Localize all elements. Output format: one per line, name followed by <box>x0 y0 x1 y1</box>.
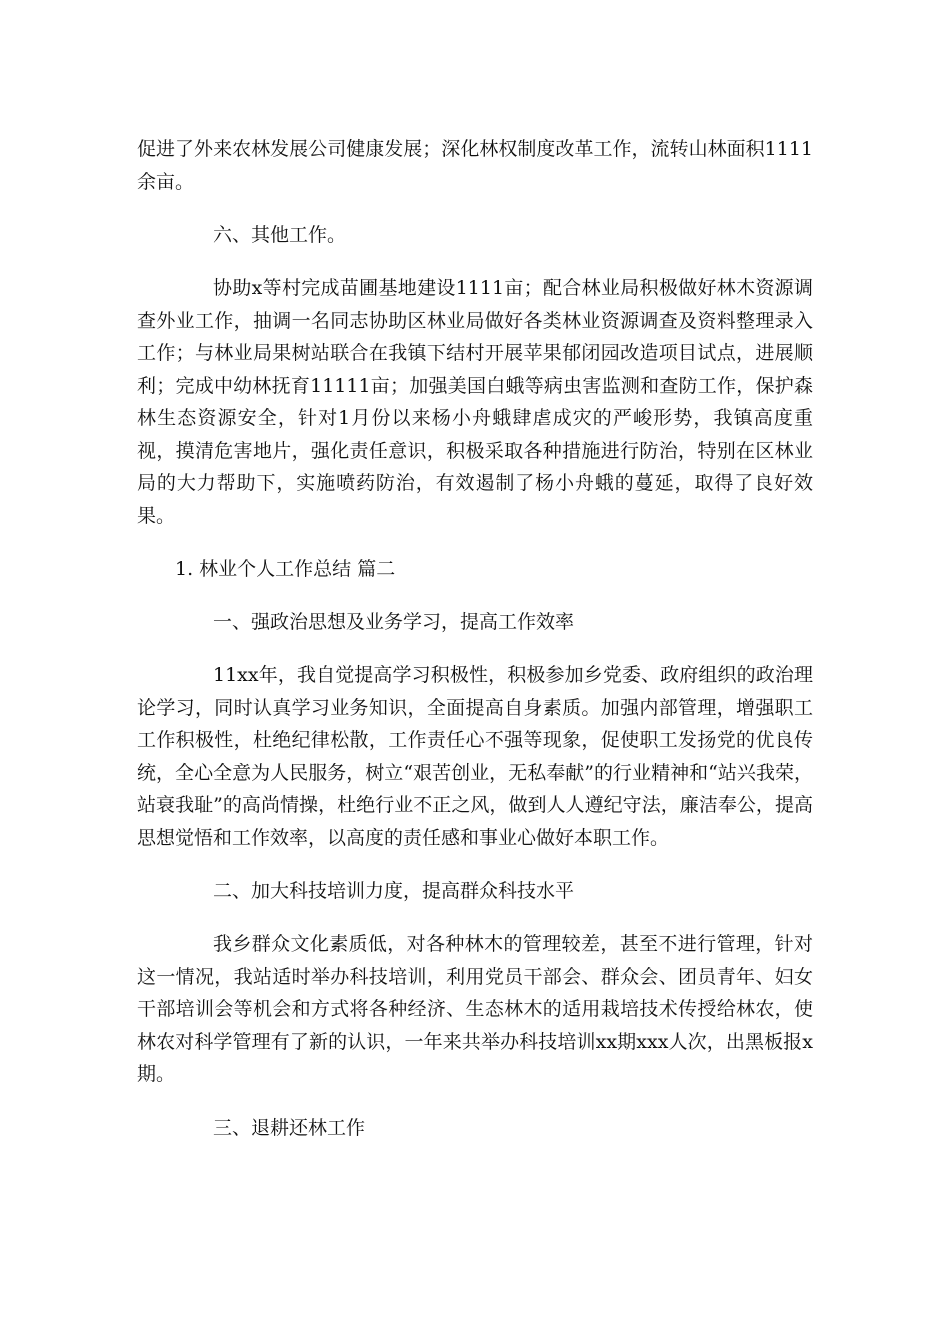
paragraph-other-work: 协助x等村完成苗圃基地建设1111亩；配合林业局积极做好林木资源调查外业工作，抽调一名同志协助区林业局做好各类林业资源调查及资料整理录入工作；与林业局果树站联合在我镇下结村开展苹果郁闭园改造项目试点，进展顺利；完成中幼林抚育11111亩；加强美国白蛾等病虫害监测和查防工作，保护森林生态资源安全，针对1月份以来杨小舟蛾肆虐成灾的严峻形势，我镇高度重视，摸清危害地片，强化责任意识，积极采取各种措施进行防治，特别在区林业局的大力帮助下，实施喷药防治，有效遏制了杨小舟蛾的蔓延，取得了良好效果。 <box>137 277 813 527</box>
heading-2: 二、加大科技培训力度，提高群众科技水平 <box>213 880 575 902</box>
heading-3: 三、退耕还林工作 <box>213 1116 366 1139</box>
document-body <box>137 133 813 1165</box>
paragraph-continuation: 促进了外来农林发展公司健康发展；深化林权制度改革工作，流转山林面积1111余亩。 <box>137 138 813 193</box>
paragraph-1: 11xx年，我自觉提高学习积极性，积极参加乡党委、政府组织的政治理论学习，同时认真学习业务知识，全面提高自身素质。加强内部管理，增强职工工作积极性，杜绝纪律松散，工作责任心不强等现象，促使职工发扬党的优良传统，全心全意为人民服务，树立“艰苦创业，无私奉献”的行业精神和“站兴我荣，站衰我耻”的高尚情操，杜绝行业不正之风，做到人人遵纪守法，廉洁奉公，提高思想觉悟和工作效率，以高度的责任感和事业心做好本职工作。 <box>137 664 813 849</box>
heading-1: 一、强政治思想及业务学习，提高工作效率 <box>213 611 575 633</box>
section-title: 1. 林业个人工作总结 篇二 <box>175 558 396 580</box>
heading-other-work: 六、其他工作。 <box>213 224 347 246</box>
paragraph-2: 我乡群众文化素质低，对各种林木的管理较差，甚至不进行管理，针对这一情况，我站适时举办科技培训，利用党员干部会、群众会、团员青年、妇女干部培训会等机会和方式将各种经济、生态林木的适用栽培技术传授给林农，使林农对科学管理有了新的认识，一年来共举办科技培训xx期xxx人次，出黑板报x期。 <box>137 933 813 1085</box>
